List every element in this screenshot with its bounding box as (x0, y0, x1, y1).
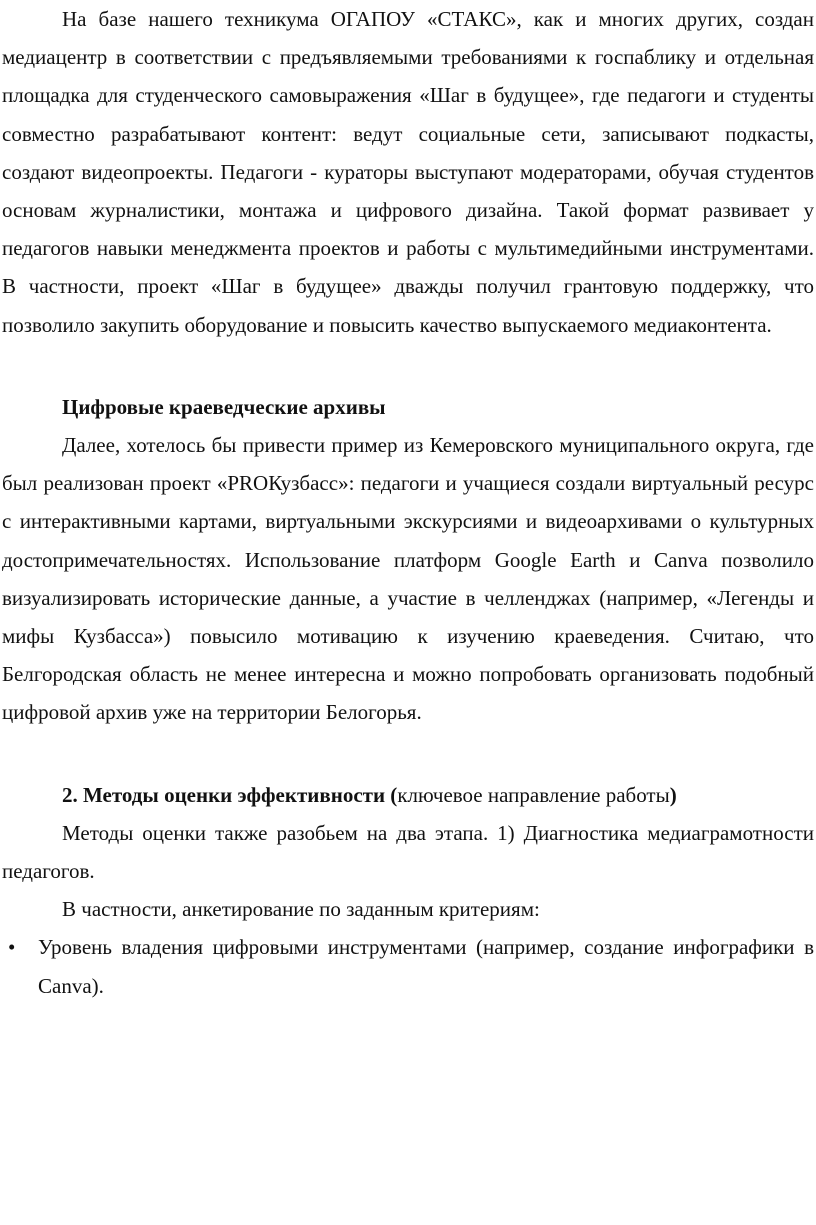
list-item (2, 928, 814, 1004)
paragraph-evaluation-stages: Методы оценки также разобьем на два этапа. 1) Диагностика медиаграмотности педагогов. (2, 820, 814, 884)
criteria-list (2, 928, 814, 1004)
paragraph-kuzbass-project: Далее, хотелось бы привести пример из Кемеровского муниципального округа, где был реализован проект «PROКузбасс»: педагоги и учащиеся создали виртуальный ресурс с интерактивными картами, виртуальными экскурсиями и видеоархивами о культурных достопримечательностях. Использование платформ Google Earth и Canva позволило визуализировать исторические данные, а участие в челленджах (например, «Легенды и мифы Кузбасса») повысило мотивацию к изучению краеведения. Считаю, что Белгородская область не менее интересна и можно попробовать организовать подобный цифровой архив уже на территории Белогорья. (2, 433, 814, 725)
heading-bold-part: 2. Методы оценки эффективности ( (62, 782, 398, 807)
paragraph-media-center: На базе нашего техникума ОГАПОУ «СТАКС», как и многих других, создан медиацентр в соответствии с предъявляемыми требованиями к госпаблику и отдельная площадка для студенческого самовыражения «Шаг в будущее», где педагоги и студенты совместно разрабатывают контент: ведут социальные сети, записывают подкасты, создают видеопроекты. Педагоги - кураторы выступают модераторами, обучая студентов основам журналистики, монтажа и цифрового дизайна. Такой формат развивает у педагогов навыки менеджмента проектов и работы с мультимедийными инструментами. В частности, проект «Шаг в будущее» дважды получил грантовую поддержку, что позволило закупить оборудование и повысить качество выпускаемого медиаконтента. (2, 7, 814, 337)
heading-normal-part: ключевое направление работы (397, 782, 670, 807)
section-heading-digital-archives: Цифровые краеведческие архивы (62, 394, 386, 419)
list-item-text: Уровень владения цифровыми инструментами (например, создание инфографики в Canva). (38, 935, 814, 998)
paragraph-survey-criteria: В частности, анкетирование по заданным критериям: (62, 897, 540, 922)
bullet-icon: • (8, 935, 16, 960)
heading-bold-close: ) (669, 782, 677, 807)
section-heading-evaluation-methods (2, 776, 814, 814)
